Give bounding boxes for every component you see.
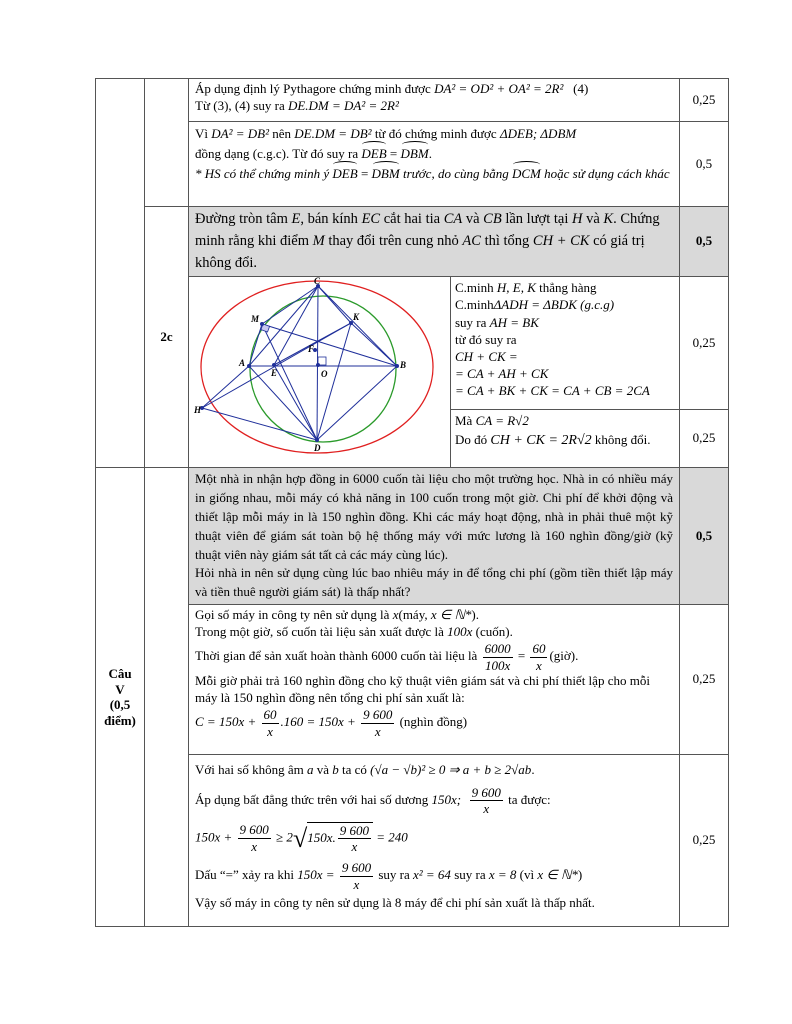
content-cell [189, 605, 680, 755]
text: Vì [195, 126, 212, 141]
fraction [340, 860, 373, 892]
text: suy ra [455, 314, 490, 330]
formula: = CA + AH + CK [455, 366, 549, 382]
formula: DE.DM = DA² = 2R² [287, 97, 399, 113]
text: Dấu “=” xảy ra khi [195, 867, 298, 883]
numerator: 9 600 [341, 859, 372, 875]
text: có giá trị không đổi. [195, 232, 645, 271]
formula: ΔADH = ΔBDK (g.c.g) [493, 297, 615, 313]
text: Đường tròn tâm [195, 211, 292, 227]
formula: H, E, K [496, 280, 536, 296]
numerator: 6000 [484, 640, 511, 656]
formula: ΔDEB; ΔDBM [499, 126, 577, 141]
score-cell: 0,5 [680, 207, 729, 277]
text: = [386, 146, 401, 162]
text: và [582, 211, 604, 227]
formula: x² = 64 [412, 867, 451, 883]
sqrt-content [307, 822, 373, 855]
table-row [96, 277, 729, 410]
text: Áp dụng bất đẳng thức trên với hai số dương [195, 791, 432, 807]
text: , bán kính [300, 211, 362, 227]
formula: K [603, 211, 614, 227]
fraction [483, 641, 513, 673]
tag: (4) [573, 81, 589, 96]
content-cell [189, 755, 680, 927]
answer-table [95, 78, 729, 927]
text: ta được: [504, 791, 551, 807]
score-cell: 0,25 [680, 755, 729, 927]
question-cell [189, 468, 680, 605]
formula: CA [443, 211, 463, 227]
text: . [531, 762, 535, 778]
note: * HS có thể chứng minh ý [195, 166, 333, 182]
text: suy ra [450, 867, 489, 883]
text: (giờ). [549, 648, 579, 664]
score-cell: 0,25 [680, 605, 729, 755]
sqrt-sign: √ [292, 823, 308, 853]
formula: 150x = [297, 867, 338, 883]
table-row [96, 207, 729, 277]
text: Mà [455, 412, 476, 428]
denominator: x [353, 876, 360, 892]
formula: b [332, 762, 339, 778]
note: trước, do cùng bằng [399, 166, 512, 182]
part-col-empty [145, 468, 189, 927]
formula: DE.DM = DB² [294, 126, 372, 141]
part-col-empty [145, 79, 189, 207]
text: nên [268, 126, 295, 141]
text: C.minh [455, 280, 497, 296]
text: Từ (3), (4) suy ra [195, 97, 288, 113]
label-M: M [251, 314, 260, 325]
note: hoặc sử dụng cách khác [540, 166, 670, 182]
fraction [338, 823, 371, 855]
text: V [115, 681, 125, 697]
problem-text: Một nhà in nhận hợp đồng in 6000 cuốn tài liệu cho một trường học. Nhà in có nhiều máy in giống nhau, mỗi máy có khả năng in 100 cuốn trong một giờ. Chi phí để khởi động và thiết lập mỗi máy in là 150 nghìn đồng. Khi các máy hoạt động, nhà in phải thuê một kỹ thuật viên để giám sát toàn bộ hệ thống máy với mức lương là 160 nghìn đồng/giờ (kỹ thuật viên này giám sát tất cả các máy cùng lúc). [195, 471, 673, 562]
problem-question: Hỏi nhà in nên sử dụng cùng lúc bao nhiêu máy in để tổng chi phí (gồm tiền thiết lập máy và tiền thuê người giám sát) là thấp nhất? [195, 565, 673, 600]
label-B: B [400, 360, 407, 371]
formula: = CA + BK + CK = CA + CB = 2CA [455, 383, 650, 399]
angle: DBM [372, 164, 400, 184]
score-cell: 0,5 [680, 122, 729, 207]
text: (cuốn). [472, 624, 513, 640]
text: Gọi số máy in công ty nên sử dụng là [195, 607, 393, 623]
formula: x ∈ ℕ* [537, 867, 578, 883]
text: và [313, 762, 333, 778]
label-C: C [314, 277, 321, 287]
label-H: H [194, 405, 202, 416]
question-col-empty [96, 79, 145, 468]
formula: C = 150x + [195, 713, 260, 729]
formula: DA² = DB² [211, 126, 269, 141]
formula: CH + CK = [455, 348, 518, 364]
score-cell: 0,25 [680, 409, 729, 467]
label-F: F [308, 344, 315, 355]
text: Với hai số không âm [195, 762, 307, 778]
formula: AC [462, 232, 481, 249]
denominator: x [483, 801, 490, 817]
text: Câu [108, 666, 132, 682]
table-row [96, 605, 729, 755]
formula: AH = BK [489, 314, 539, 330]
text: = [357, 166, 372, 182]
numerator: 9 600 [339, 822, 369, 838]
fraction [530, 641, 547, 673]
content-cell [189, 79, 680, 122]
text: Vậy số máy in công ty nên sử dụng là 8 máy để chi phí sản xuất là thấp nhất. [195, 895, 595, 911]
text: và [462, 211, 484, 227]
text: đồng dạng (c.g.c). Từ đó suy ra [195, 146, 362, 162]
label-E: E [271, 368, 278, 379]
label-K: K [353, 312, 360, 323]
table-row [96, 122, 729, 207]
text: (vì [516, 867, 538, 883]
angle: DEB [332, 164, 357, 184]
denominator: x [536, 657, 542, 673]
text: thì tổng [480, 232, 533, 249]
table-row [96, 468, 729, 605]
fraction [361, 707, 394, 739]
text: ) [577, 867, 583, 883]
table-row [96, 755, 729, 927]
text: cắt hai tia [380, 211, 444, 227]
formula: 100x [447, 624, 473, 640]
formula: 150x + [195, 829, 236, 845]
formula: M [312, 232, 325, 249]
part-label: 2c [145, 207, 189, 468]
text: lần lượt tại [501, 211, 572, 227]
text: từ đó chứng minh được [371, 126, 500, 141]
text: thay đổi trên cung nhỏ [324, 232, 463, 249]
text: = [514, 648, 529, 664]
text: Trong một giờ, số cuốn tài liệu sản xuất được là [195, 624, 448, 640]
fraction [262, 707, 279, 739]
label-D: D [314, 443, 321, 454]
formula: ≥ 2 [272, 829, 293, 845]
numerator: 9 600 [471, 784, 501, 800]
denominator: x [251, 838, 258, 854]
numerator: 9 600 [239, 822, 269, 838]
question-label [96, 468, 145, 927]
score-cell: 0,25 [680, 277, 729, 410]
geometry-figure [189, 277, 451, 467]
formula: 150x. [307, 829, 336, 845]
table-row [96, 79, 729, 122]
text: Thời gian để sản xuất hoàn thành 6000 cuốn tài liệu là [195, 648, 481, 664]
text: . [428, 146, 432, 162]
formula: x ∈ ℕ* [430, 607, 472, 623]
formula: 150x; [431, 791, 462, 807]
text: Mỗi giờ phải trả 160 nghìn đồng cho kỹ thuật viên giám sát và chi phí thiết lập cho mỗi máy là 150 nghìn đồng nên tổng chi phí sản xuất là: [195, 673, 650, 706]
formula: x [392, 607, 399, 623]
fraction [238, 822, 271, 854]
proof-cell [451, 277, 680, 410]
text: ). [471, 607, 479, 623]
numerator: 60 [532, 640, 546, 656]
angle: DCM [512, 164, 541, 184]
formula: x = 8 [488, 867, 517, 883]
angle: DEB [361, 144, 386, 164]
text: ta có [338, 762, 371, 778]
denominator: x [374, 723, 381, 739]
formula: a [306, 762, 314, 778]
text: từ đó suy ra [455, 331, 517, 347]
figure-cell [189, 277, 451, 468]
text: điểm) [104, 712, 136, 728]
formula: .160 = 150x + [280, 713, 360, 729]
text: không đổi. [591, 431, 651, 447]
formula: E [291, 211, 301, 227]
text: thẳng hàng [535, 280, 597, 296]
formula: CB [483, 211, 502, 227]
formula: CH + CK = 2R√2 [490, 432, 592, 448]
text: C.minh [455, 297, 494, 313]
score-cell: 0,25 [680, 79, 729, 122]
label-A: A [239, 358, 246, 369]
label-O: O [321, 369, 328, 380]
text: (máy, [398, 607, 431, 623]
numerator: 9 600 [363, 706, 393, 722]
denominator: x [351, 839, 358, 855]
text: Do đó [455, 431, 491, 447]
text: Áp dụng định lý Pythagore chứng minh được [195, 81, 435, 96]
formula: DA² = OD² + OA² = 2R² [434, 81, 564, 96]
formula: H [572, 211, 583, 227]
text: (0,5 [109, 697, 131, 713]
formula: (√a − √b)² ≥ 0 ⇒ a + b ≥ 2√ab [370, 762, 532, 778]
formula: = 240 [373, 829, 408, 845]
formula: EC [361, 211, 381, 227]
denominator: 100x [484, 657, 511, 673]
fraction [470, 785, 503, 817]
content-cell [189, 122, 680, 207]
text: suy ra [375, 867, 413, 883]
score-cell: 0,5 [680, 468, 729, 605]
denominator: x [267, 723, 273, 739]
formula: CA = R√2 [475, 412, 529, 428]
proof-cell [451, 409, 680, 467]
text: . Chứng minh rằng khi điểm [195, 211, 660, 249]
point-labels [193, 277, 406, 453]
formula: CH + CK [532, 232, 590, 249]
question-cell [189, 207, 680, 277]
text: (nghìn đồng) [396, 713, 468, 729]
numerator: 60 [263, 706, 277, 722]
angle: DBM [401, 144, 429, 164]
